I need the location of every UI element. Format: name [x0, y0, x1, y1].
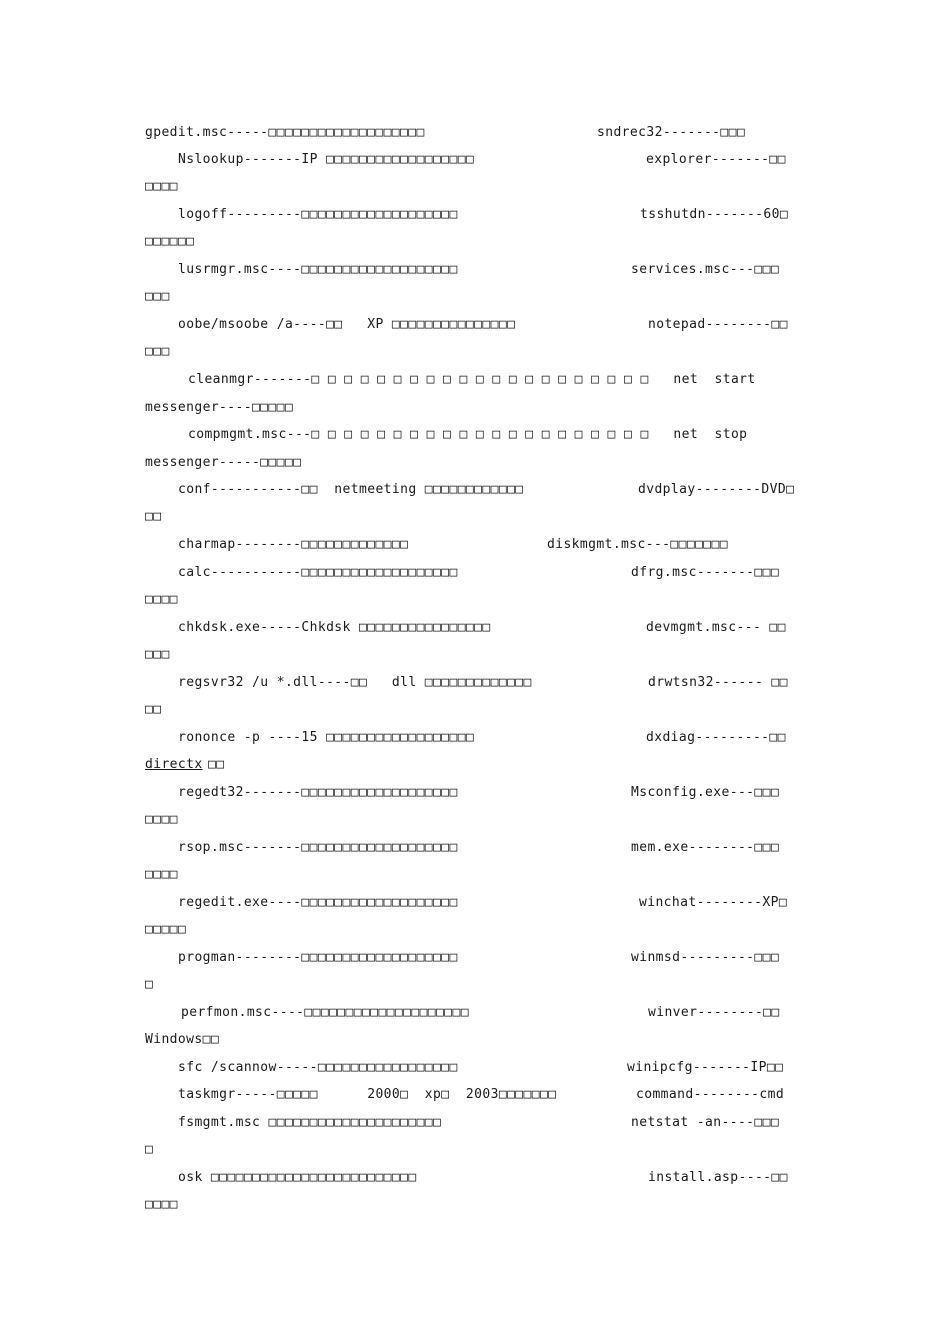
text-line: winmsd---------□□□	[631, 950, 780, 965]
text-line: □□□□	[145, 179, 178, 194]
text-line: messenger----□□□□□	[145, 400, 294, 415]
text-line: fsmgmt.msc □□□□□□□□□□□□□□□□□□□□□	[178, 1115, 442, 1130]
text-line: winipcfg-------IP□□	[627, 1060, 784, 1075]
text-line: compmgmt.msc---□ □ □ □ □ □ □ □ □ □ □ □ □ □ □ □ □ □ □ □ □ net stop	[188, 427, 748, 442]
text-line: dxdiag---------□□	[646, 730, 786, 745]
text-line: □□□	[145, 647, 170, 662]
text-line: Windows□□	[145, 1032, 220, 1047]
text-line: calc-----------□□□□□□□□□□□□□□□□□□□	[178, 565, 458, 580]
text-line: sfc /scannow-----□□□□□□□□□□□□□□□□□	[178, 1060, 458, 1075]
text-line: diskmgmt.msc---□□□□□□□	[547, 537, 728, 552]
text-line: notepad--------□□	[648, 317, 788, 332]
text-line: □□	[145, 509, 162, 524]
text-line: □□□□□	[145, 922, 187, 937]
text-line: rononce -p ----15 □□□□□□□□□□□□□□□□□□	[178, 730, 475, 745]
text-line: winver--------□□	[648, 1005, 780, 1020]
directx-link[interactable]: directx	[145, 757, 203, 772]
text-line: cleanmgr-------□ □ □ □ □ □ □ □ □ □ □ □ □ □ □ □ □ □ □ □ □ net start	[188, 372, 756, 387]
text-line: □□□	[145, 289, 170, 304]
text-line: Msconfig.exe---□□□	[631, 785, 780, 800]
text-line: mem.exe--------□□□	[631, 840, 780, 855]
text-line: oobe/msoobe /a----□□ XP □□□□□□□□□□□□□□□	[178, 317, 516, 332]
text-line: □□□	[145, 344, 170, 359]
text-line: □□	[208, 757, 225, 772]
text-line: lusrmgr.msc----□□□□□□□□□□□□□□□□□□□	[178, 262, 458, 277]
text-line: netstat -an----□□□	[631, 1115, 780, 1130]
text-line: regsvr32 /u *.dll----□□ dll □□□□□□□□□□□□□	[178, 675, 532, 690]
text-line: regedt32-------□□□□□□□□□□□□□□□□□□□	[178, 785, 458, 800]
text-line: explorer-------□□	[646, 152, 786, 167]
text-line: drwtsn32------ □□	[648, 675, 788, 690]
text-line: dvdplay--------DVD□	[638, 482, 795, 497]
text-line: progman--------□□□□□□□□□□□□□□□□□□□	[178, 950, 458, 965]
text-line: perfmon.msc----□□□□□□□□□□□□□□□□□□□□	[181, 1005, 469, 1020]
text-line: devmgmt.msc--- □□	[646, 620, 786, 635]
text-line: □□□□□□	[145, 234, 195, 249]
text-line: logoff---------□□□□□□□□□□□□□□□□□□□	[178, 207, 458, 222]
text-line: dfrg.msc-------□□□	[631, 565, 780, 580]
text-line: charmap--------□□□□□□□□□□□□□	[178, 537, 409, 552]
text-line: command--------cmd	[636, 1087, 785, 1102]
text-line: conf-----------□□ netmeeting □□□□□□□□□□□□	[178, 482, 524, 497]
text-line: □	[145, 977, 154, 992]
text-line: regedit.exe----□□□□□□□□□□□□□□□□□□□	[178, 895, 458, 910]
text-line: □□□□	[145, 592, 178, 607]
text-line: install.asp----□□	[648, 1170, 788, 1185]
text-line: services.msc---□□□	[631, 262, 780, 277]
text-line: chkdsk.exe-----Chkdsk □□□□□□□□□□□□□□□□	[178, 620, 491, 635]
text-line: □□□□	[145, 812, 178, 827]
text-line: tsshutdn-------60□	[640, 207, 789, 222]
text-line: messenger-----□□□□□	[145, 455, 302, 470]
text-line: Nslookup-------IP □□□□□□□□□□□□□□□□□□	[178, 152, 475, 167]
text-line: □□	[145, 702, 162, 717]
text-line: sndrec32-------□□□	[597, 125, 746, 140]
text-line: □□□□	[145, 1197, 178, 1212]
text-line: osk □□□□□□□□□□□□□□□□□□□□□□□□□	[178, 1170, 417, 1185]
text-line: winchat--------XP□	[639, 895, 788, 910]
text-line: rsop.msc-------□□□□□□□□□□□□□□□□□□□	[178, 840, 458, 855]
text-line: gpedit.msc-----□□□□□□□□□□□□□□□□□□□	[145, 125, 425, 140]
text-line: taskmgr-----□□□□□ 2000□ xp□ 2003□□□□□□□	[178, 1087, 557, 1102]
text-line: □	[145, 1142, 154, 1157]
text-line: □□□□	[145, 867, 178, 882]
